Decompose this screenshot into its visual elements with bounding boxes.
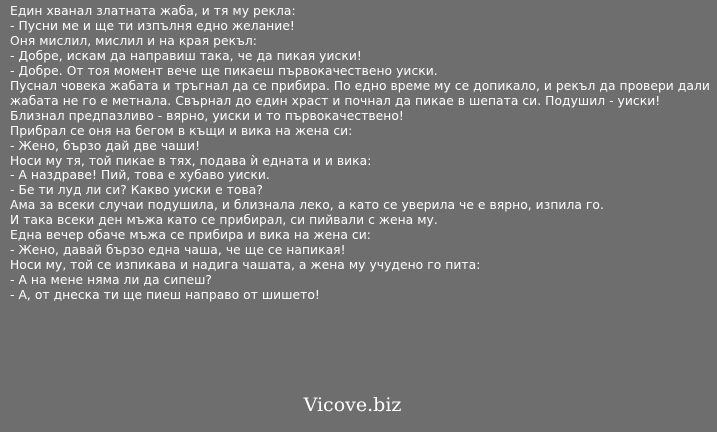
joke-line: Носи му тя, той пикае в тях, подава ѝ едната и и вика:	[10, 153, 372, 168]
joke-line: И така всеки ден мъжа като се прибирал, си пийвали с жена му.	[10, 213, 438, 228]
joke-line: Една вечер обаче мъжа се прибира и вика на жена си:	[10, 228, 371, 243]
joke-line: - Пусни ме и ще ти изпълня едно желание!	[10, 18, 295, 33]
joke-line: - А на мене няма ли да сипеш?	[10, 273, 212, 288]
joke-paragraph: Пуснал човека жабата и тръгнал да се прибира. По едно време му се допикало, и рекъл да провери дали жабата не го е метнала. Свърнал до един храст и почнал да пикае в шепата си. Подушил - уиски! Близнал предпазливо - вярно, уиски и то първокачествено!	[10, 78, 710, 123]
joke-text	[10, 4, 710, 303]
joke-line: - Бе ти луд ли си? Какво уиски е това?	[10, 183, 263, 198]
joke-line: Един хванал златната жаба, и тя му рекла:	[10, 4, 296, 18]
joke-line: - Добре. От тоя момент вече ще пикаеш първокачествено уиски.	[10, 63, 438, 78]
joke-line: Прибрал се оня на бегом в къщи и вика на жена си:	[10, 123, 353, 138]
joke-paragraph: Ама за всеки случаи подушила, и близнала леко, а като се уверила че е вярно, изпила го.	[10, 198, 604, 213]
joke-line: - Жено, давай бързо една чаша, че ще се напикая!	[10, 243, 346, 258]
joke-line: Оня мислил, мислил и на края рекъл:	[10, 33, 257, 48]
joke-line: Носи му, той се изпикава и надига чашата, а жена му учудено го пита:	[10, 258, 481, 273]
joke-line: - А, от днеска ти ще пиеш направо от шишето!	[10, 288, 320, 303]
joke-line: - Жено, бързо дай две чаши!	[10, 138, 201, 153]
joke-line: - Добре, искам да направиш така, че да пикая уиски!	[10, 48, 362, 63]
joke-line: - А наздраве! Пий, това е хубаво уиски.	[10, 168, 270, 183]
site-name: Vicove.biz	[303, 394, 402, 416]
